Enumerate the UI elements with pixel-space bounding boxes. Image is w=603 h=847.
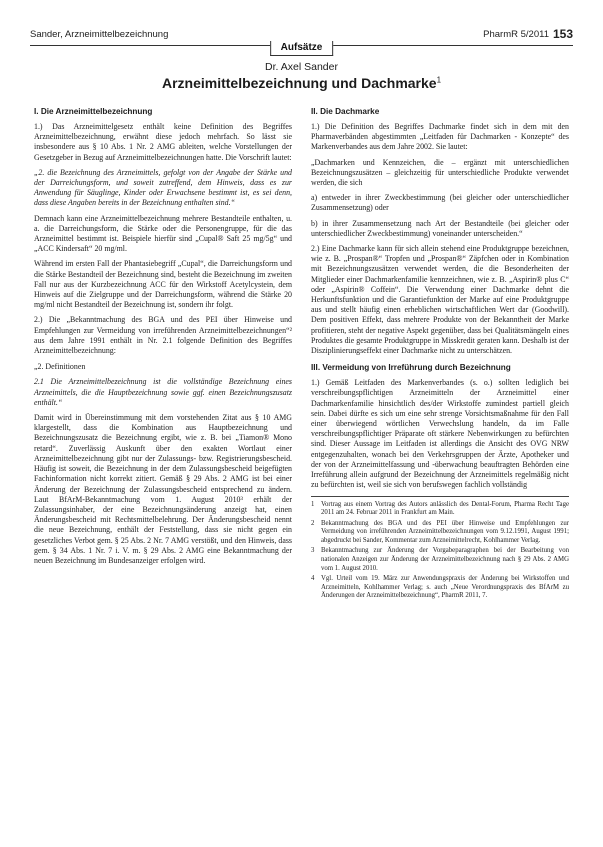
paragraph: 2.) Die „Bekanntmachung des BGA und des PEI über Hinweise und Empfehlungen zur Vermeidung von irreführenden Arzneimittelbezeichnungen“² aus dem Jahre 1991 enthält in Nr. 2.1 folgende Definition des Begriffes Arzneimittelbezeichnung: bbox=[34, 315, 292, 356]
article-title-text: Arzneimittelbezeichnung und Dachmarke bbox=[161, 75, 437, 91]
quote-paragraph: „Dachmarken und Kennzeichen, die – ergänzt mit unterschiedlichen Bezeichnungszusätzen – gleichzeitig für unterschiedliche Produkte verwendet werden, die sich bbox=[311, 157, 569, 188]
section-tag: Aufsätze bbox=[270, 41, 334, 56]
footnote bbox=[311, 501, 569, 518]
footnote bbox=[311, 575, 569, 601]
footnote-text: Bekanntmachung zur Änderung der Vorgabeparagraphen bei der Bearbeitung von nationalen Anzeigen zur Änderung der Arzneimittelbezeichnung nach § 29 Abs. 2 AMG vom 1. August 2010. bbox=[321, 547, 569, 572]
article-title bbox=[0, 75, 603, 91]
paragraph: Demnach kann eine Arzneimittelbezeichnung mehrere Bestandteile enthalten, u. a. die Darreichungsform, die Stärke oder die Personengruppe, für die das Arzneimittel bestimmt ist. Beispiele hierfür sind „Cupal® Saft 25 mg/5g“ und „ACC Kindersaft“ 20 mg/ml. bbox=[34, 213, 292, 254]
definitions-subheading: „2. Definitionen bbox=[34, 362, 86, 372]
heading-dachmarke: II. Die Dachmarke bbox=[311, 107, 380, 116]
heading-irrefuehrung: III. Vermeidung von Irreführung durch Bezeichnung bbox=[311, 363, 511, 373]
running-title: Sander, Arzneimittelbezeichnung bbox=[30, 29, 169, 40]
footnote bbox=[311, 547, 569, 573]
footnotes bbox=[311, 496, 569, 602]
footnote-number: 3 bbox=[311, 547, 315, 555]
footnote bbox=[311, 520, 569, 546]
footnote-number: 1 bbox=[311, 500, 315, 508]
footnote-text: Vgl. Urteil vom 19. März zur Anwendungspraxis der Änderung bei Wirkstoffen und Arzneimitteln, Kohlhammer Verlag; s. auch „Neue Verordnungspraxis des BfArM zu Änderungen der Arzneimittelbezeichnung“, PharmR 2011, 7. bbox=[321, 575, 569, 600]
page-number: 153 bbox=[552, 27, 573, 41]
list-item-a: a) entweder in ihrer Zweckbestimmung (bei gleicher oder unterschiedlicher Zusammensetzung) oder bbox=[311, 193, 569, 213]
list-item-b: b) in ihrer Zusammensetzung nach Art der Bestandteile (bei gleicher oder unterschiedlicher Zweckbestimmung) voneinander unterscheiden.“ bbox=[311, 218, 569, 238]
paragraph: Während im ersten Fall der Phantasiebegriff „Cupal“, die Darreichungsform und die Stärke Bestandteil der Bezeichnung sind, besteht die Bezeichnung im zweiten Fall nur aus der Kurzbezeichnung ACC für den Wirkstoff Acetylcystein, dem Hinweis auf die Zielgruppe und der Darreichungsform, während die Stärke 20 mg/ml nicht Bestandteil der Bezeichnung ist, sondern ihr folgt. bbox=[34, 259, 292, 310]
paragraph: 1.) Das Arzneimittelgesetz enthält keine Definition des Begriffes Arzneimittelbezeichnung, erwähnt diese jedoch mehrfach. So lässt sie insbesondere aus § 10 Abs. 1 Nr. 2 AMG ableiten, welche Vorstellungen der Gesetzgeber in Bezug auf Arzneimittelbezeichnungen hatte. Die Vorschrift lautet: bbox=[34, 122, 292, 162]
paragraph: Damit wird in Übereinstimmung mit dem vorstehenden Zitat aus § 10 AMG klargestellt, dass die Kombination aus Hauptbezeichnung und Bezeichnungszusatz die Bezeichnung ergibt, wie z. B. bei „Tiamon® Mono retard“. Zuverlässig Auskunft über den exakten Wortlaut einer Arzneimittelbezeichnung gibt nur der Zulassungs- bzw. Registrierungsbescheid. Häufig ist soweit, die Bezeichnung in der dem Zulassungsbescheid beigefügten Fachinformation nicht korrekt zitiert. Gemäß § 29 Abs. 2 AMG ist bei einer Änderung der Bezeichnung der Zulassungsbescheid entsprechend zu ändern. Laut BfArM-Bekanntmachung vom 1. August 2010³ erhält der Zulassungsinhaber, der eine Bezeichnungsänderung anzeigt hat, einen Änderungsbescheid mit Rechtsmittelbelehrung. Der Änderungsbescheid nennt die neue Bezeichnung, enthält der Feststellung, dass sie nicht gegen ein gesetzliches Verbot gem. § 25 Abs. 2 Nr. 7 AMG verstößt, und den Hinweis, dass gem. § 34 Abs. 1 Nr. 7 i. V. m. § 29 Abs. 2 AMG eine Bekanntmachung der neuen Bezeichnung im Bundesanzeiger erfolgen wird. bbox=[34, 413, 292, 565]
footnote-text: Vortrag aus einem Vortrag des Autors anlässlich des Dental-Forum, Pharma Recht Tage 2011 am 24. Februar 2011 in Frankfurt am Main. bbox=[321, 500, 569, 517]
paragraph: 1.) Gemäß Leitfaden des Markenverbandes (s. o.) sollten lediglich bei verschreibungspflichtigen Arzneimitteln der Arzneimittel einer Dachmarkenfamilie hinsichtlich des/der Wirkstoffe zumindest partiell gleich sein. Dabei dürfte es sich um eine sehr strenge Vorsichtsmaßnahme für den Fall einer überwiegend wörtlichen Verwechslung handeln, da im Falle verschreibungspflichtiger Präparate oft stärkere Nebenwirkungen zu befürchten sind. Dieser Aussage im Leitfaden ist allerdings die Ansicht des OVG NRW entgegenzuhalten, wonach bei den Verkehrsgruppen der Ärzte, Apotheker und der von der Arzneimittelfassung und -überwachung beauftragten Behörden eine Irreführung allein aufgrund der Bezeichnung der Arzneimittels regelmäßig nicht zu befürchten ist, weil sie sich von berufswegen fachlich vollständig bbox=[311, 378, 569, 490]
footnote-text: Bekanntmachung des BGA und des PEI über Hinweise und Empfehlungen zur Vermeidung von irreführenden Arzneimittelbezeichnungen vom 9.12.1991, August 1991; abgedruckt bei Sander, Kommentar zum Arzneimittelrecht, Kohlhammer Verlag. bbox=[321, 519, 569, 544]
quote-paragraph: „2. die Bezeichnung des Arzneimittels, gefolgt von der Angabe der Stärke und der Darreichungsform, und soweit zutreffend, dem Hinweis, dass es zur Anwendung für Säuglinge, Kinder oder Erwachsene bestimmt ist, es sei denn, dass diese Angaben bereits in der Bezeichnung enthalten sind.“ bbox=[34, 167, 292, 208]
footnote-number: 2 bbox=[311, 519, 315, 527]
footnote-number: 4 bbox=[311, 575, 315, 583]
article-author: Dr. Axel Sander bbox=[265, 61, 338, 73]
journal-issue: PharmR 5/2011 bbox=[483, 29, 549, 40]
paragraph: 1.) Die Definition des Begriffes Dachmarke findet sich in dem mit den Pharmaverbänden abgestimmten „Leitfaden für Dachmarken - Konzepte“ des Markenverbandes aus dem Jahre 2002. Sie lautet: bbox=[311, 122, 569, 152]
title-footnote-marker: 1 bbox=[436, 75, 442, 85]
definition-paragraph: 2.1 Die Arzneimittelbezeichnung ist die vollständige Bezeichnung eines Arzneimittels, die die Hauptbezeichnung sowie ggf. einen Bezeichnungszusatz enthält.“ bbox=[34, 377, 292, 407]
paragraph: 2.) Eine Dachmarke kann für sich allein stehend eine Produktgruppe bezeichnen, wie z. B. „Prospan®“ Tropfen und „Prospan®“ Zäpfchen oder in Kombination mit Bezeichnungszusätzen verwendet werden, die die Besonderheiten der Mitglieder einer Dachmarkenfamilie kennzeichnen, wie z. B. „Aspirin® plus C“ oder „Aspirin® Coffein“. Die Verwendung einer Dachmarke dehnt die Herkunftsfunktion und die Garantiefunktion der Marke auf eine Produktgruppe aus und stellt häufig einen erheblichen wirtschaftlichen Wert dar (Goodwill). Dem positiven Effekt, dass mehrere Produkte von der Bekanntheit der Marke profitieren, steht der negative Aspekt gegenüber, dass bei Qualitätsmängeln eines Produktes die gesamte Produktgruppe in Misskredit geraten kann. Deshalb ist der Disziplinierungseffekt einer Dachmarke nicht zu unterschätzen. bbox=[311, 244, 569, 356]
left-column bbox=[34, 106, 292, 571]
heading-arzneimittelbezeichnung: I. Die Arzneimittelbezeichnung bbox=[34, 107, 153, 116]
right-column bbox=[311, 106, 569, 603]
